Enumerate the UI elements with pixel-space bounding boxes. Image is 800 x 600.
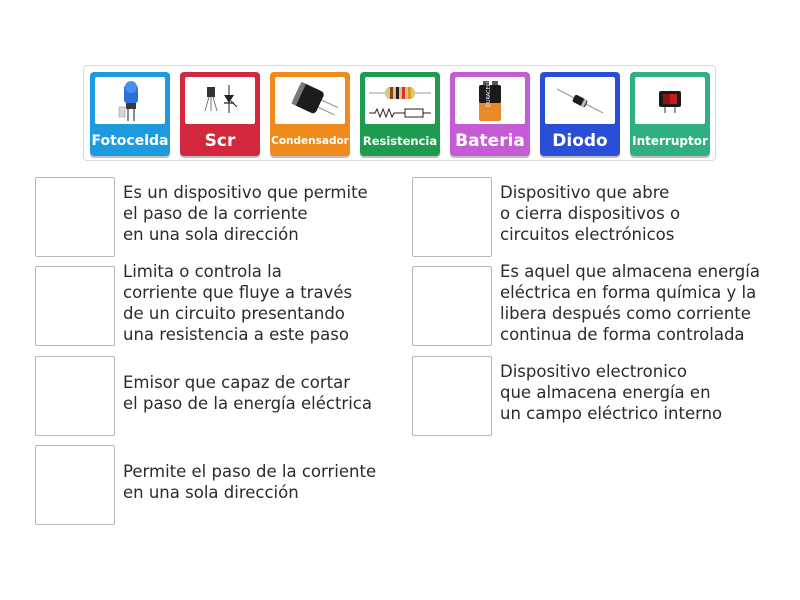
- tile-label: Resistencia: [362, 134, 438, 148]
- definition-3: Limita o controla la corriente que fluye a través de un circuito presentando una resistencia a este paso: [123, 262, 353, 344]
- definition-4: Es aquel que almacena energía eléctrica en forma química y la libera después como corriente continua de forma controlada: [500, 262, 760, 344]
- photocell-icon: [95, 77, 165, 124]
- definition-6: Dispositivo electronico que almacena energía en un campo eléctrico interno: [500, 362, 723, 423]
- drop-slot-1[interactable]: [35, 177, 115, 257]
- tile-scr[interactable]: [180, 72, 260, 156]
- tile-label: Fotocelda: [91, 133, 169, 149]
- tile-label: Bateria: [455, 131, 525, 151]
- tile-label: Diodo: [552, 131, 608, 151]
- drop-slot-6[interactable]: [412, 356, 492, 436]
- tile-condensador[interactable]: [270, 72, 350, 156]
- tile-label: Condensador: [271, 135, 349, 147]
- battery-icon: [455, 77, 525, 124]
- capacitor-icon: [275, 77, 345, 124]
- tile-resistencia[interactable]: [360, 72, 440, 156]
- diode-icon: [545, 77, 615, 124]
- definition-1: Es un dispositivo que permite el paso de la corriente en una sola dirección: [123, 183, 368, 244]
- tile-fotocelda[interactable]: [90, 72, 170, 156]
- tile-interruptor[interactable]: [630, 72, 710, 156]
- drop-slot-7[interactable]: [35, 445, 115, 525]
- drop-slot-3[interactable]: [35, 266, 115, 346]
- resistor-icon: [365, 77, 435, 124]
- drop-slot-5[interactable]: [35, 356, 115, 436]
- tile-label: Interruptor: [632, 134, 708, 148]
- tile-diodo[interactable]: [540, 72, 620, 156]
- definition-7: Permite el paso de la corriente en una sola dirección: [123, 462, 377, 502]
- definition-5: Emisor que capaz de cortar el paso de la energía eléctrica: [123, 373, 372, 413]
- tile-bateria[interactable]: [450, 72, 530, 156]
- definition-2: Dispositivo que abre o cierra dispositivos o circuitos electrónicos: [500, 183, 681, 244]
- tile-label: Scr: [204, 131, 236, 151]
- drop-slot-2[interactable]: [412, 177, 492, 257]
- drop-slot-4[interactable]: [412, 266, 492, 346]
- battery-brand-text: DURACELL: [486, 80, 492, 107]
- switch-icon: [635, 77, 705, 124]
- tile-bank: [83, 65, 716, 161]
- scr-icon: [185, 77, 255, 124]
